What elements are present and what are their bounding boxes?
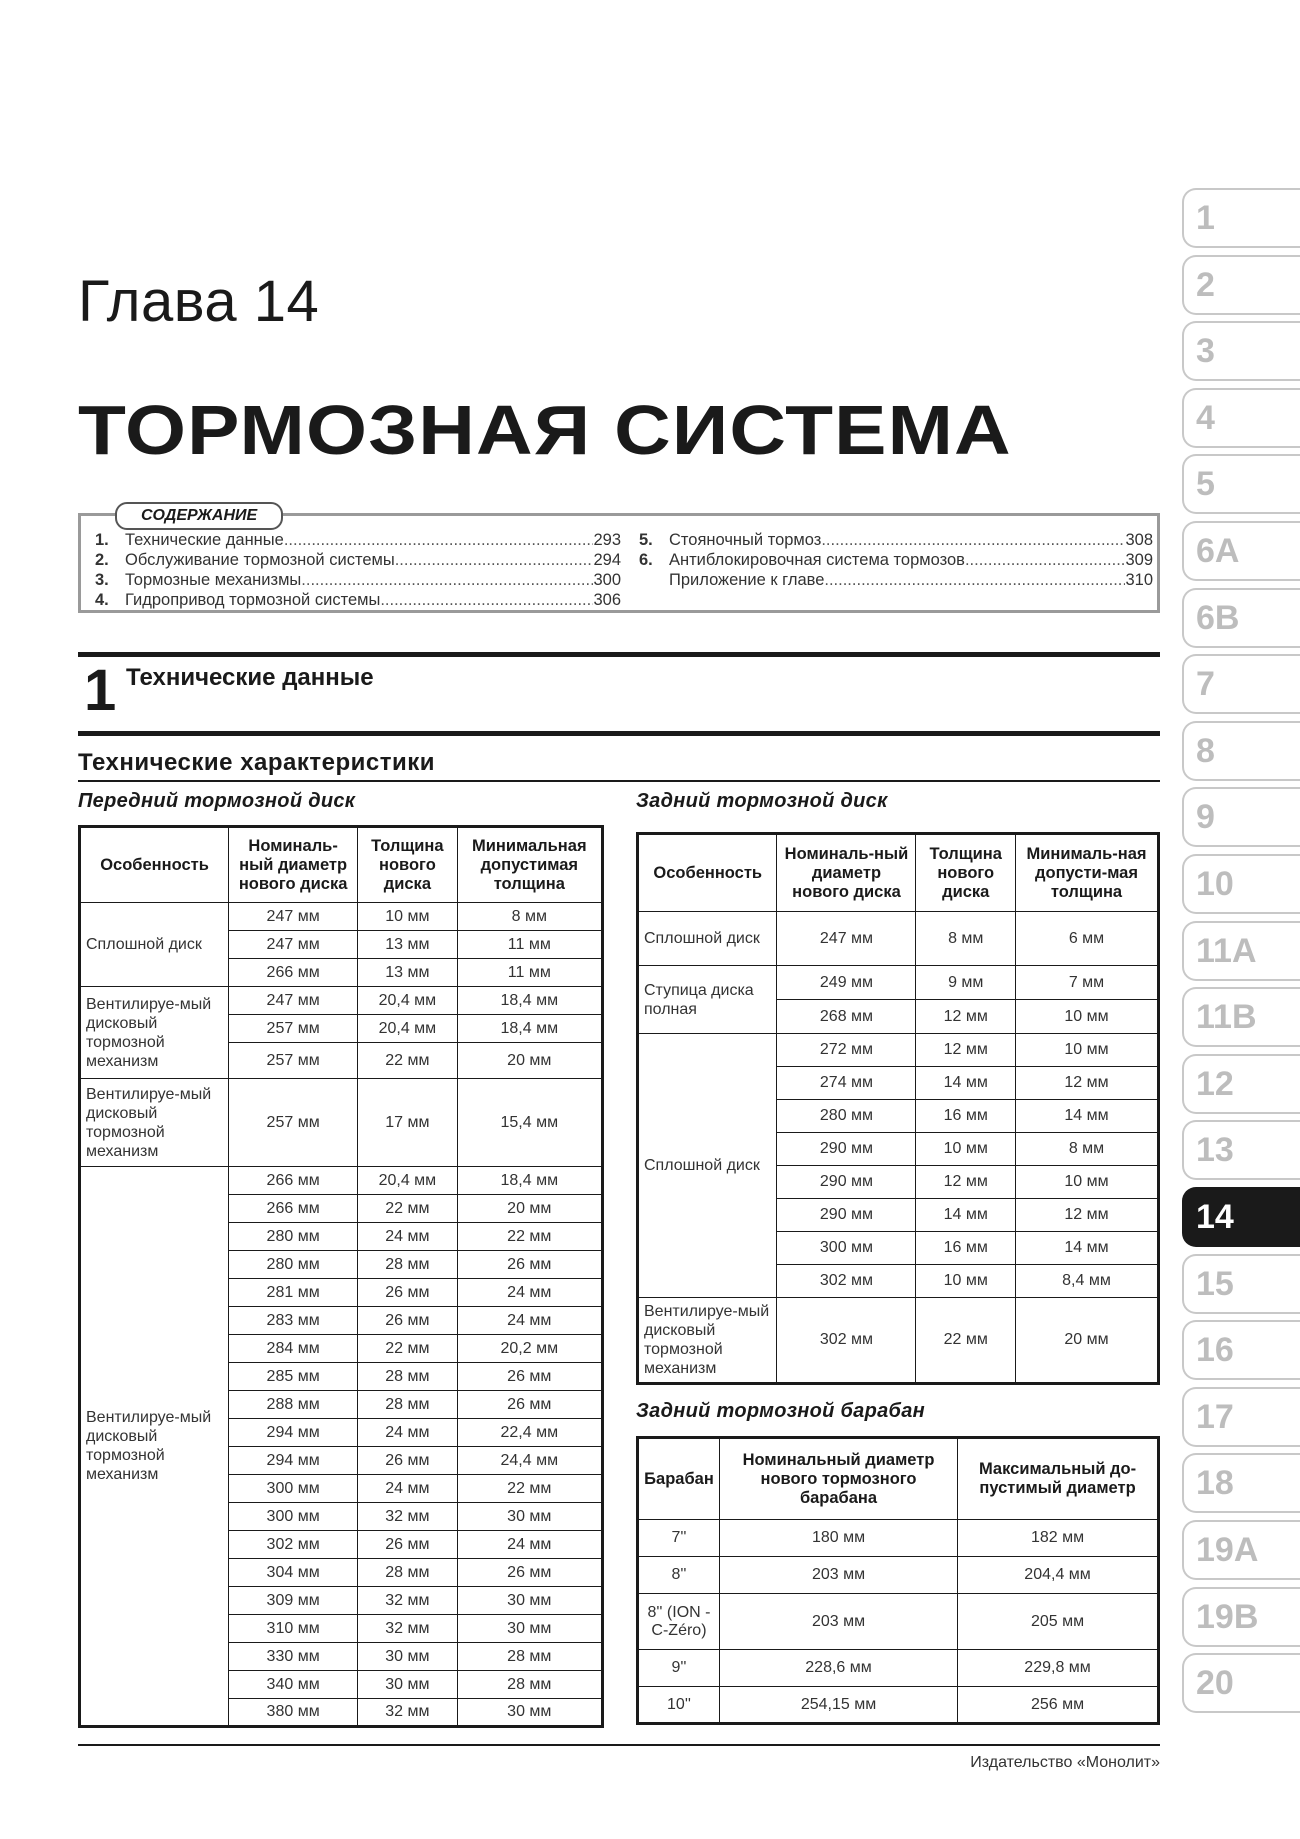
toc-entry-number: 2. — [95, 551, 109, 569]
value-cell: 203 мм — [719, 1594, 957, 1650]
value-cell: 10 мм — [916, 1265, 1016, 1298]
chapter-tab-19a[interactable]: 19A — [1182, 1520, 1300, 1580]
value-cell: 9 мм — [916, 966, 1016, 1000]
value-cell: 285 мм — [229, 1363, 358, 1391]
value-cell: 304 мм — [229, 1559, 358, 1587]
toc-dot-leader — [301, 570, 593, 590]
value-cell: 380 мм — [229, 1699, 358, 1727]
section-bottom-rule — [78, 731, 1160, 736]
chapter-tab-8[interactable]: 8 — [1182, 721, 1300, 781]
value-cell: 204,4 мм — [958, 1557, 1159, 1594]
value-cell: 32 мм — [358, 1615, 457, 1643]
value-cell: 228,6 мм — [719, 1650, 957, 1687]
value-cell: 280 мм — [229, 1251, 358, 1279]
toc-dot-leader — [380, 590, 593, 610]
table-row — [638, 1520, 1159, 1557]
value-cell: 249 мм — [777, 966, 916, 1000]
toc-entry-page: 310 — [1125, 571, 1153, 589]
value-cell: 28 мм — [457, 1671, 602, 1699]
toc-entry[interactable] — [639, 550, 1153, 570]
value-cell: 11 мм — [457, 931, 602, 959]
value-cell: 281 мм — [229, 1279, 358, 1307]
value-cell: 30 мм — [457, 1699, 602, 1727]
value-cell: 24 мм — [358, 1223, 457, 1251]
chapter-tab-1[interactable]: 1 — [1182, 188, 1300, 248]
value-cell: 268 мм — [777, 1000, 916, 1034]
column-header: Номинальный диаметр нового тормозного барабана — [719, 1438, 957, 1520]
value-cell: 22 мм — [457, 1475, 602, 1503]
value-cell: 302 мм — [777, 1265, 916, 1298]
toc-entry[interactable] — [95, 590, 621, 610]
value-cell: 290 мм — [777, 1199, 916, 1232]
chapter-tab-11b[interactable]: 11B — [1182, 987, 1300, 1047]
toc-left-column — [95, 530, 621, 610]
value-cell: 26 мм — [457, 1559, 602, 1587]
value-cell: 330 мм — [229, 1643, 358, 1671]
value-cell: 257 мм — [229, 1015, 358, 1043]
chapter-tab-3[interactable]: 3 — [1182, 321, 1300, 381]
value-cell: 266 мм — [229, 1167, 358, 1195]
drum-size-cell: 10'' — [638, 1687, 720, 1724]
chapter-tab-4[interactable]: 4 — [1182, 388, 1300, 448]
table-row — [80, 1079, 603, 1167]
value-cell: 254,15 мм — [719, 1687, 957, 1724]
value-cell: 15,4 мм — [457, 1079, 602, 1167]
value-cell: 28 мм — [358, 1251, 457, 1279]
toc-entry-page: 293 — [593, 531, 621, 549]
value-cell: 182 мм — [958, 1520, 1159, 1557]
feature-cell: Вентилируе-мый дисковый тормозной механизм — [80, 1079, 229, 1167]
value-cell: 24 мм — [358, 1475, 457, 1503]
value-cell: 20,2 мм — [457, 1335, 602, 1363]
header-row — [638, 1438, 1159, 1520]
value-cell: 12 мм — [916, 1000, 1016, 1034]
value-cell: 257 мм — [229, 1079, 358, 1167]
value-cell: 283 мм — [229, 1307, 358, 1335]
value-cell: 32 мм — [358, 1503, 457, 1531]
table-row — [80, 903, 603, 931]
column-header: Барабан — [638, 1438, 720, 1520]
toc-entry-page: 300 — [593, 571, 621, 589]
publisher: Издательство «Монолит» — [970, 1754, 1160, 1771]
toc-entry-number: 4. — [95, 591, 109, 609]
value-cell: 26 мм — [358, 1447, 457, 1475]
feature-cell: Сплошной диск — [80, 903, 229, 987]
value-cell: 12 мм — [916, 1034, 1016, 1067]
value-cell: 16 мм — [916, 1232, 1016, 1265]
value-cell: 14 мм — [916, 1067, 1016, 1100]
toc-right-column — [639, 530, 1153, 590]
value-cell: 247 мм — [229, 903, 358, 931]
value-cell: 26 мм — [457, 1391, 602, 1419]
value-cell: 10 мм — [1016, 1000, 1159, 1034]
chapter-tab-9[interactable]: 9 — [1182, 787, 1300, 847]
chapter-tab-6b[interactable]: 6B — [1182, 588, 1300, 648]
value-cell: 26 мм — [358, 1279, 457, 1307]
toc-entry[interactable] — [95, 530, 621, 550]
value-cell: 30 мм — [457, 1615, 602, 1643]
toc-entry[interactable] — [639, 570, 1153, 590]
value-cell: 180 мм — [719, 1520, 957, 1557]
value-cell: 10 мм — [1016, 1166, 1159, 1199]
table-row — [80, 987, 603, 1015]
value-cell: 20,4 мм — [358, 1015, 457, 1043]
toc-entry-number: 3. — [95, 571, 109, 589]
value-cell: 8 мм — [916, 912, 1016, 966]
drum-size-cell: 8'' (ION - C-Zéro) — [638, 1594, 720, 1650]
toc-entry-text: Стояночный тормоз — [669, 531, 822, 549]
value-cell: 309 мм — [229, 1587, 358, 1615]
table-row — [638, 1557, 1159, 1594]
value-cell: 13 мм — [358, 959, 457, 987]
value-cell: 302 мм — [229, 1531, 358, 1559]
value-cell: 10 мм — [1016, 1034, 1159, 1067]
value-cell: 247 мм — [777, 912, 916, 966]
value-cell: 294 мм — [229, 1447, 358, 1475]
feature-cell: Вентилируе-мый дисковый тормозной механизм — [638, 1298, 777, 1384]
subsection-title: Технические характеристики — [78, 749, 436, 776]
value-cell: 310 мм — [229, 1615, 358, 1643]
chapter-title: ТОРМОЗНАЯ СИСТЕМА — [78, 391, 1012, 469]
value-cell: 284 мм — [229, 1335, 358, 1363]
section-top-rule — [78, 652, 1160, 657]
value-cell: 203 мм — [719, 1557, 957, 1594]
section-title: Технические данные — [126, 664, 374, 691]
value-cell: 24 мм — [457, 1307, 602, 1335]
value-cell: 30 мм — [457, 1503, 602, 1531]
rear-disc-table — [636, 832, 1160, 1385]
value-cell: 18,4 мм — [457, 987, 602, 1015]
toc-entry-text: Обслуживание тормозной системы — [125, 551, 395, 569]
value-cell: 18,4 мм — [457, 1167, 602, 1195]
value-cell: 13 мм — [358, 931, 457, 959]
toc-entry-text: Антиблокировочная система тормозов — [669, 551, 965, 569]
value-cell: 294 мм — [229, 1419, 358, 1447]
toc-entry-text: Гидропривод тормозной системы — [125, 591, 381, 609]
table-row — [638, 1594, 1159, 1650]
value-cell: 12 мм — [1016, 1199, 1159, 1232]
chapter-tab-11a[interactable]: 11A — [1182, 921, 1300, 981]
toc-entry-page: 308 — [1125, 531, 1153, 549]
toc-entry-number — [639, 570, 669, 590]
header-row — [80, 827, 603, 903]
column-header: Минимальная допустимая толщина — [457, 827, 602, 903]
value-cell: 247 мм — [229, 931, 358, 959]
toc-entry-text: Приложение к главе — [669, 571, 825, 589]
value-cell: 8 мм — [457, 903, 602, 931]
value-cell: 300 мм — [229, 1503, 358, 1531]
value-cell: 340 мм — [229, 1671, 358, 1699]
value-cell: 300 мм — [229, 1475, 358, 1503]
value-cell: 8,4 мм — [1016, 1265, 1159, 1298]
column-header: Минималь-ная допусти-мая толщина — [1016, 834, 1159, 912]
value-cell: 20 мм — [457, 1195, 602, 1223]
chapter-tab-20[interactable]: 20 — [1182, 1653, 1300, 1713]
value-cell: 28 мм — [358, 1391, 457, 1419]
chapter-tab-6a[interactable]: 6A — [1182, 521, 1300, 581]
chapter-tab-18[interactable]: 18 — [1182, 1453, 1300, 1513]
value-cell: 302 мм — [777, 1298, 916, 1384]
toc-heading: СОДЕРЖАНИЕ — [115, 502, 283, 530]
toc-entry-text: Тормозные механизмы — [125, 571, 302, 589]
section-number: 1 — [84, 658, 117, 723]
value-cell: 22 мм — [457, 1223, 602, 1251]
value-cell: 18,4 мм — [457, 1015, 602, 1043]
toc-entry-page: 306 — [593, 591, 621, 609]
value-cell: 26 мм — [457, 1251, 602, 1279]
value-cell: 257 мм — [229, 1043, 358, 1079]
chapter-tab-14[interactable]: 14 — [1182, 1187, 1300, 1247]
value-cell: 14 мм — [1016, 1232, 1159, 1265]
value-cell: 26 мм — [358, 1307, 457, 1335]
value-cell: 266 мм — [229, 959, 358, 987]
chapter-label: Глава 14 — [78, 269, 320, 334]
toc-entry[interactable] — [639, 530, 1153, 550]
value-cell: 17 мм — [358, 1079, 457, 1167]
rear-drum-table — [636, 1436, 1160, 1725]
value-cell: 256 мм — [958, 1687, 1159, 1724]
value-cell: 266 мм — [229, 1195, 358, 1223]
chapter-tab-15[interactable]: 15 — [1182, 1254, 1300, 1314]
column-header: Особенность — [80, 827, 229, 903]
toc-dot-leader — [821, 530, 1125, 550]
feature-cell: Сплошной диск — [638, 1034, 777, 1298]
column-header: Особенность — [638, 834, 777, 912]
column-header: Номиналь-ный диаметр нового диска — [777, 834, 916, 912]
feature-cell: Ступица диска полная — [638, 966, 777, 1034]
feature-cell: Вентилируе-мый дисковый тормозной механизм — [80, 1167, 229, 1727]
chapter-tab-10[interactable]: 10 — [1182, 854, 1300, 914]
value-cell: 26 мм — [358, 1531, 457, 1559]
value-cell: 10 мм — [358, 903, 457, 931]
value-cell: 20 мм — [1016, 1298, 1159, 1384]
column-header: Толщина нового диска — [358, 827, 457, 903]
footer-rule — [78, 1744, 1160, 1746]
toc-entry-text: Технические данные — [125, 531, 284, 549]
value-cell: 11 мм — [457, 959, 602, 987]
front-disc-table — [78, 825, 604, 1728]
toc-entry[interactable] — [95, 570, 621, 590]
value-cell: 14 мм — [916, 1199, 1016, 1232]
chapter-tab-17[interactable]: 17 — [1182, 1387, 1300, 1447]
chapter-tab-12[interactable]: 12 — [1182, 1054, 1300, 1114]
value-cell: 280 мм — [777, 1100, 916, 1133]
chapter-tab-5[interactable]: 5 — [1182, 454, 1300, 514]
toc-entry-page: 294 — [593, 551, 621, 569]
drum-size-cell: 8'' — [638, 1557, 720, 1594]
chapter-tab-7[interactable]: 7 — [1182, 654, 1300, 714]
toc-dot-leader — [284, 530, 594, 550]
value-cell: 12 мм — [1016, 1067, 1159, 1100]
value-cell: 229,8 мм — [958, 1650, 1159, 1687]
value-cell: 10 мм — [916, 1133, 1016, 1166]
value-cell: 274 мм — [777, 1067, 916, 1100]
value-cell: 22 мм — [358, 1195, 457, 1223]
table-row — [638, 912, 1159, 966]
column-header: Максимальный до-пустимый диаметр — [958, 1438, 1159, 1520]
value-cell: 14 мм — [1016, 1100, 1159, 1133]
toc-dot-leader — [395, 550, 594, 570]
chapter-tab-19b[interactable]: 19B — [1182, 1587, 1300, 1647]
front-disc-title: Передний тормозной диск — [78, 790, 356, 812]
toc-entry[interactable] — [95, 550, 621, 570]
toc-entry-number: 5. — [639, 531, 653, 549]
value-cell: 6 мм — [1016, 912, 1159, 966]
rear-drum-title: Задний тормозной барабан — [636, 1400, 926, 1422]
toc-entry-number: 6. — [639, 551, 653, 569]
value-cell: 20,4 мм — [358, 987, 457, 1015]
value-cell: 8 мм — [1016, 1133, 1159, 1166]
value-cell: 24 мм — [457, 1531, 602, 1559]
value-cell: 32 мм — [358, 1699, 457, 1727]
rear-disc-title: Задний тормозной диск — [636, 790, 888, 812]
subsection-rule — [78, 780, 1160, 782]
toc-dot-leader — [824, 570, 1125, 590]
table-row — [638, 1650, 1159, 1687]
table-row — [638, 966, 1159, 1000]
value-cell: 22 мм — [916, 1298, 1016, 1384]
value-cell: 28 мм — [358, 1363, 457, 1391]
value-cell: 290 мм — [777, 1133, 916, 1166]
feature-cell: Сплошной диск — [638, 912, 777, 966]
value-cell: 30 мм — [457, 1587, 602, 1615]
value-cell: 30 мм — [358, 1671, 457, 1699]
drum-size-cell: 7'' — [638, 1520, 720, 1557]
value-cell: 22,4 мм — [457, 1419, 602, 1447]
column-header: Толщина нового диска — [916, 834, 1016, 912]
chapter-tab-13[interactable]: 13 — [1182, 1120, 1300, 1180]
value-cell: 16 мм — [916, 1100, 1016, 1133]
value-cell: 288 мм — [229, 1391, 358, 1419]
value-cell: 22 мм — [358, 1043, 457, 1079]
drum-size-cell: 9'' — [638, 1650, 720, 1687]
value-cell: 20 мм — [457, 1043, 602, 1079]
toc-entry-page: 309 — [1125, 551, 1153, 569]
value-cell: 20,4 мм — [358, 1167, 457, 1195]
value-cell: 24 мм — [457, 1279, 602, 1307]
value-cell: 300 мм — [777, 1232, 916, 1265]
value-cell: 205 мм — [958, 1594, 1159, 1650]
toc-entry-number: 1. — [95, 531, 109, 549]
table-of-contents — [78, 507, 1160, 613]
value-cell: 28 мм — [457, 1643, 602, 1671]
value-cell: 26 мм — [457, 1363, 602, 1391]
value-cell: 290 мм — [777, 1166, 916, 1199]
column-header: Номиналь-ный диаметр нового диска — [229, 827, 358, 903]
value-cell: 30 мм — [358, 1643, 457, 1671]
value-cell: 24 мм — [358, 1419, 457, 1447]
header-row — [638, 834, 1159, 912]
table-row — [638, 1687, 1159, 1724]
chapter-tab-2[interactable]: 2 — [1182, 255, 1300, 315]
value-cell: 280 мм — [229, 1223, 358, 1251]
value-cell: 24,4 мм — [457, 1447, 602, 1475]
value-cell: 272 мм — [777, 1034, 916, 1067]
table-row — [638, 1298, 1159, 1384]
value-cell: 7 мм — [1016, 966, 1159, 1000]
value-cell: 28 мм — [358, 1559, 457, 1587]
feature-cell: Вентилируе-мый дисковый тормозной механизм — [80, 987, 229, 1079]
table-row — [80, 1167, 603, 1195]
value-cell: 247 мм — [229, 987, 358, 1015]
value-cell: 22 мм — [358, 1335, 457, 1363]
value-cell: 32 мм — [358, 1587, 457, 1615]
chapter-tab-16[interactable]: 16 — [1182, 1320, 1300, 1380]
value-cell: 12 мм — [916, 1166, 1016, 1199]
table-row — [638, 1034, 1159, 1067]
toc-dot-leader — [965, 550, 1126, 570]
